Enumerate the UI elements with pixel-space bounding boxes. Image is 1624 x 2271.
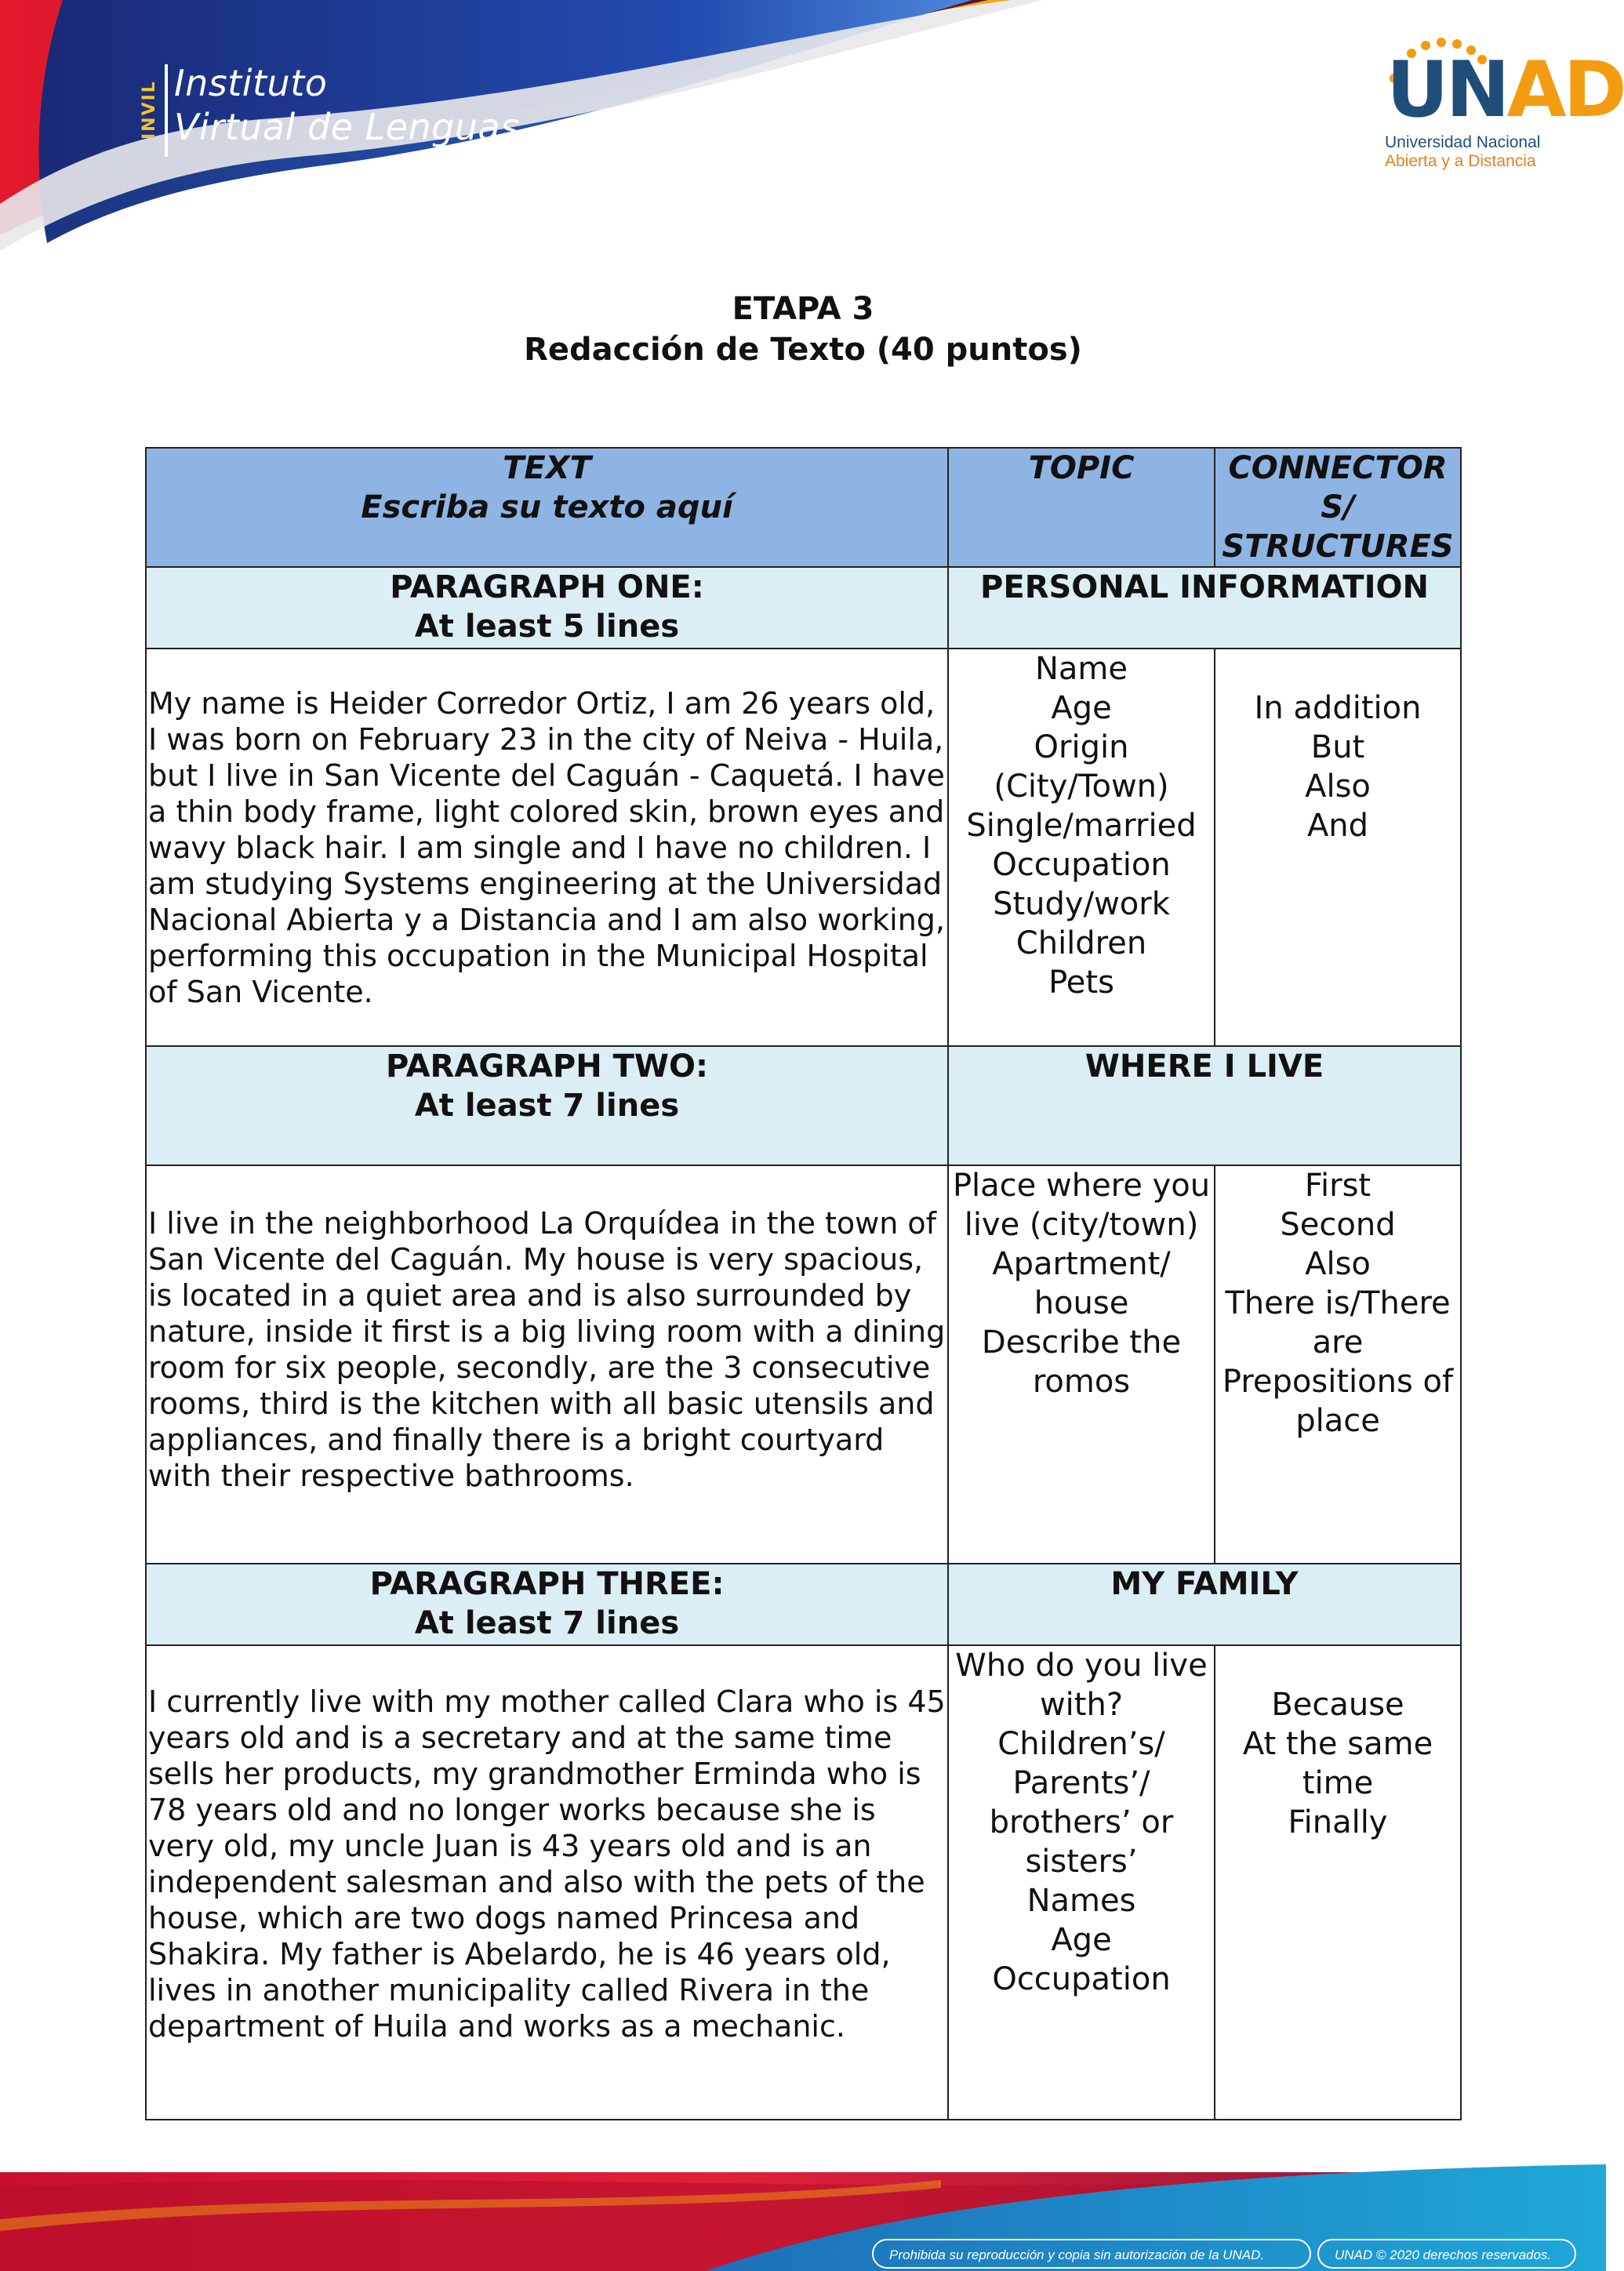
connector-items: In addition But Also And <box>1254 690 1422 844</box>
section-heading-row <box>146 1564 1461 1645</box>
topic-heading <box>948 567 1461 649</box>
section-content-row <box>146 1645 1461 2120</box>
connector-list <box>1215 1645 1461 2120</box>
section-heading-row <box>146 1046 1461 1165</box>
connector-list <box>1215 649 1461 1046</box>
unad-line2: Abierta y a Distancia <box>1385 152 1536 170</box>
topic-items: Place where you live (city/town) Apartment/ house Describe the romos <box>952 1168 1211 1400</box>
topic-list <box>948 649 1215 1046</box>
ivl-name-line1: Instituto <box>174 62 328 104</box>
document-title: ETAPA 3 <box>732 291 874 327</box>
unad-wordmark-ad: AD <box>1506 45 1624 135</box>
section-content-row <box>146 649 1461 1046</box>
ivl-logo-text <box>174 61 520 149</box>
topic-list <box>948 1645 1215 2120</box>
unad-wordmark-un: UN <box>1386 45 1507 135</box>
topic-title: PERSONAL INFORMATION <box>980 569 1429 605</box>
header-banner <box>0 0 1606 298</box>
section-heading-row <box>146 567 1461 649</box>
topic-items: Name Age Origin (City/Town) Single/married Occupation Study/work Children Pets <box>966 651 1197 1001</box>
ivl-name-line2: Virtual de Lenguas <box>174 106 520 148</box>
footer-notice: Prohibida su reproducción y copia sin autorización de la UNAD. <box>872 2239 1311 2269</box>
header-text-cell <box>146 448 948 567</box>
ivl-divider <box>165 64 168 157</box>
connector-items: Because At the same time Finally <box>1242 1687 1433 1840</box>
header-connectors-cell <box>1215 448 1461 567</box>
paragraph-requirement: At least 7 lines <box>414 1088 680 1124</box>
unad-wordmark <box>1386 45 1624 135</box>
document-subtitle: Redacción de Texto (40 puntos) <box>524 332 1082 368</box>
writing-table <box>145 447 1462 2120</box>
topic-heading <box>948 1564 1461 1645</box>
header-text-sublabel: Escriba su texto aquí <box>361 489 733 525</box>
header-connectors-line3: STRUCTURES <box>1222 529 1454 565</box>
paragraph-heading <box>146 1564 948 1645</box>
header-topic-cell <box>948 448 1215 567</box>
paragraph-title: PARAGRAPH THREE: <box>369 1566 725 1602</box>
unad-line1: Universidad Nacional <box>1385 133 1541 151</box>
paragraph-title: PARAGRAPH ONE: <box>390 569 704 605</box>
paragraph-requirement: At least 7 lines <box>414 1605 680 1641</box>
ivl-abbreviation: INVIL <box>140 80 159 140</box>
connector-list <box>1215 1165 1461 1564</box>
footer-copyright: UNAD © 2020 derechos reservados. <box>1317 2239 1576 2269</box>
header-topic-label: TOPIC <box>1028 450 1135 486</box>
topic-title: WHERE I LIVE <box>1084 1048 1324 1085</box>
paragraph-requirement: At least 5 lines <box>414 609 680 645</box>
paragraph-text: I currently live with my mother called Clara who is 45 years old and is a secretary and at the same time sells her products, my grandmother Erminda who is 78 years old and no longer works because she is very old, my uncle Juan is 43 years old and is an independent salesman and also with the pets of the house, which are two dogs named Princesa and Shakira. My father is Abelardo, he is 46 years old, lives in another municipality called Rivera in the department of Huila and works as a mechanic. <box>146 1645 948 2120</box>
topic-list <box>948 1165 1215 1564</box>
paragraph-heading <box>146 1046 948 1165</box>
paragraph-title: PARAGRAPH TWO: <box>385 1048 709 1085</box>
connector-items: First Second Also There is/There are Prepositions of place <box>1222 1168 1454 1439</box>
table-header-row <box>146 448 1461 567</box>
paragraph-heading <box>146 567 948 649</box>
paragraph-text: My name is Heider Corredor Ortiz, I am 26 years old, I was born on February 23 in the city of Neiva - Huila, but I live in San Vicente del Caguán - Caquetá. I have a thin body frame, light colored skin, brown eyes and wavy black hair. I am single and I have no children. I am studying Systems engineering at the Universidad Nacional Abierta y a Distancia and I am also working, performing this occupation in the Municipal Hospital of San Vicente. <box>146 649 948 1046</box>
topic-heading <box>948 1046 1461 1165</box>
paragraph-text: I live in the neighborhood La Orquídea in the town of San Vicente del Caguán. My house is very spacious, is located in a quiet area and is also surrounded by nature, inside it first is a big living room with a dining room for six people, secondly, are the 3 consecutive rooms, third is the kitchen with all basic utensils and appliances, and finally there is a bright courtyard with their respective bathrooms. <box>146 1165 948 1564</box>
header-connectors-line1: CONNECTOR <box>1228 450 1448 486</box>
header-text-label: TEXT <box>503 450 591 486</box>
topic-title: MY FAMILY <box>1110 1566 1299 1602</box>
topic-items: Who do you live with? Children’s/ Parents’/ brothers’ or sisters’ Names Age Occupation <box>955 1648 1208 1997</box>
header-connectors-line2: S/ <box>1321 489 1355 525</box>
section-content-row <box>146 1165 1461 1564</box>
